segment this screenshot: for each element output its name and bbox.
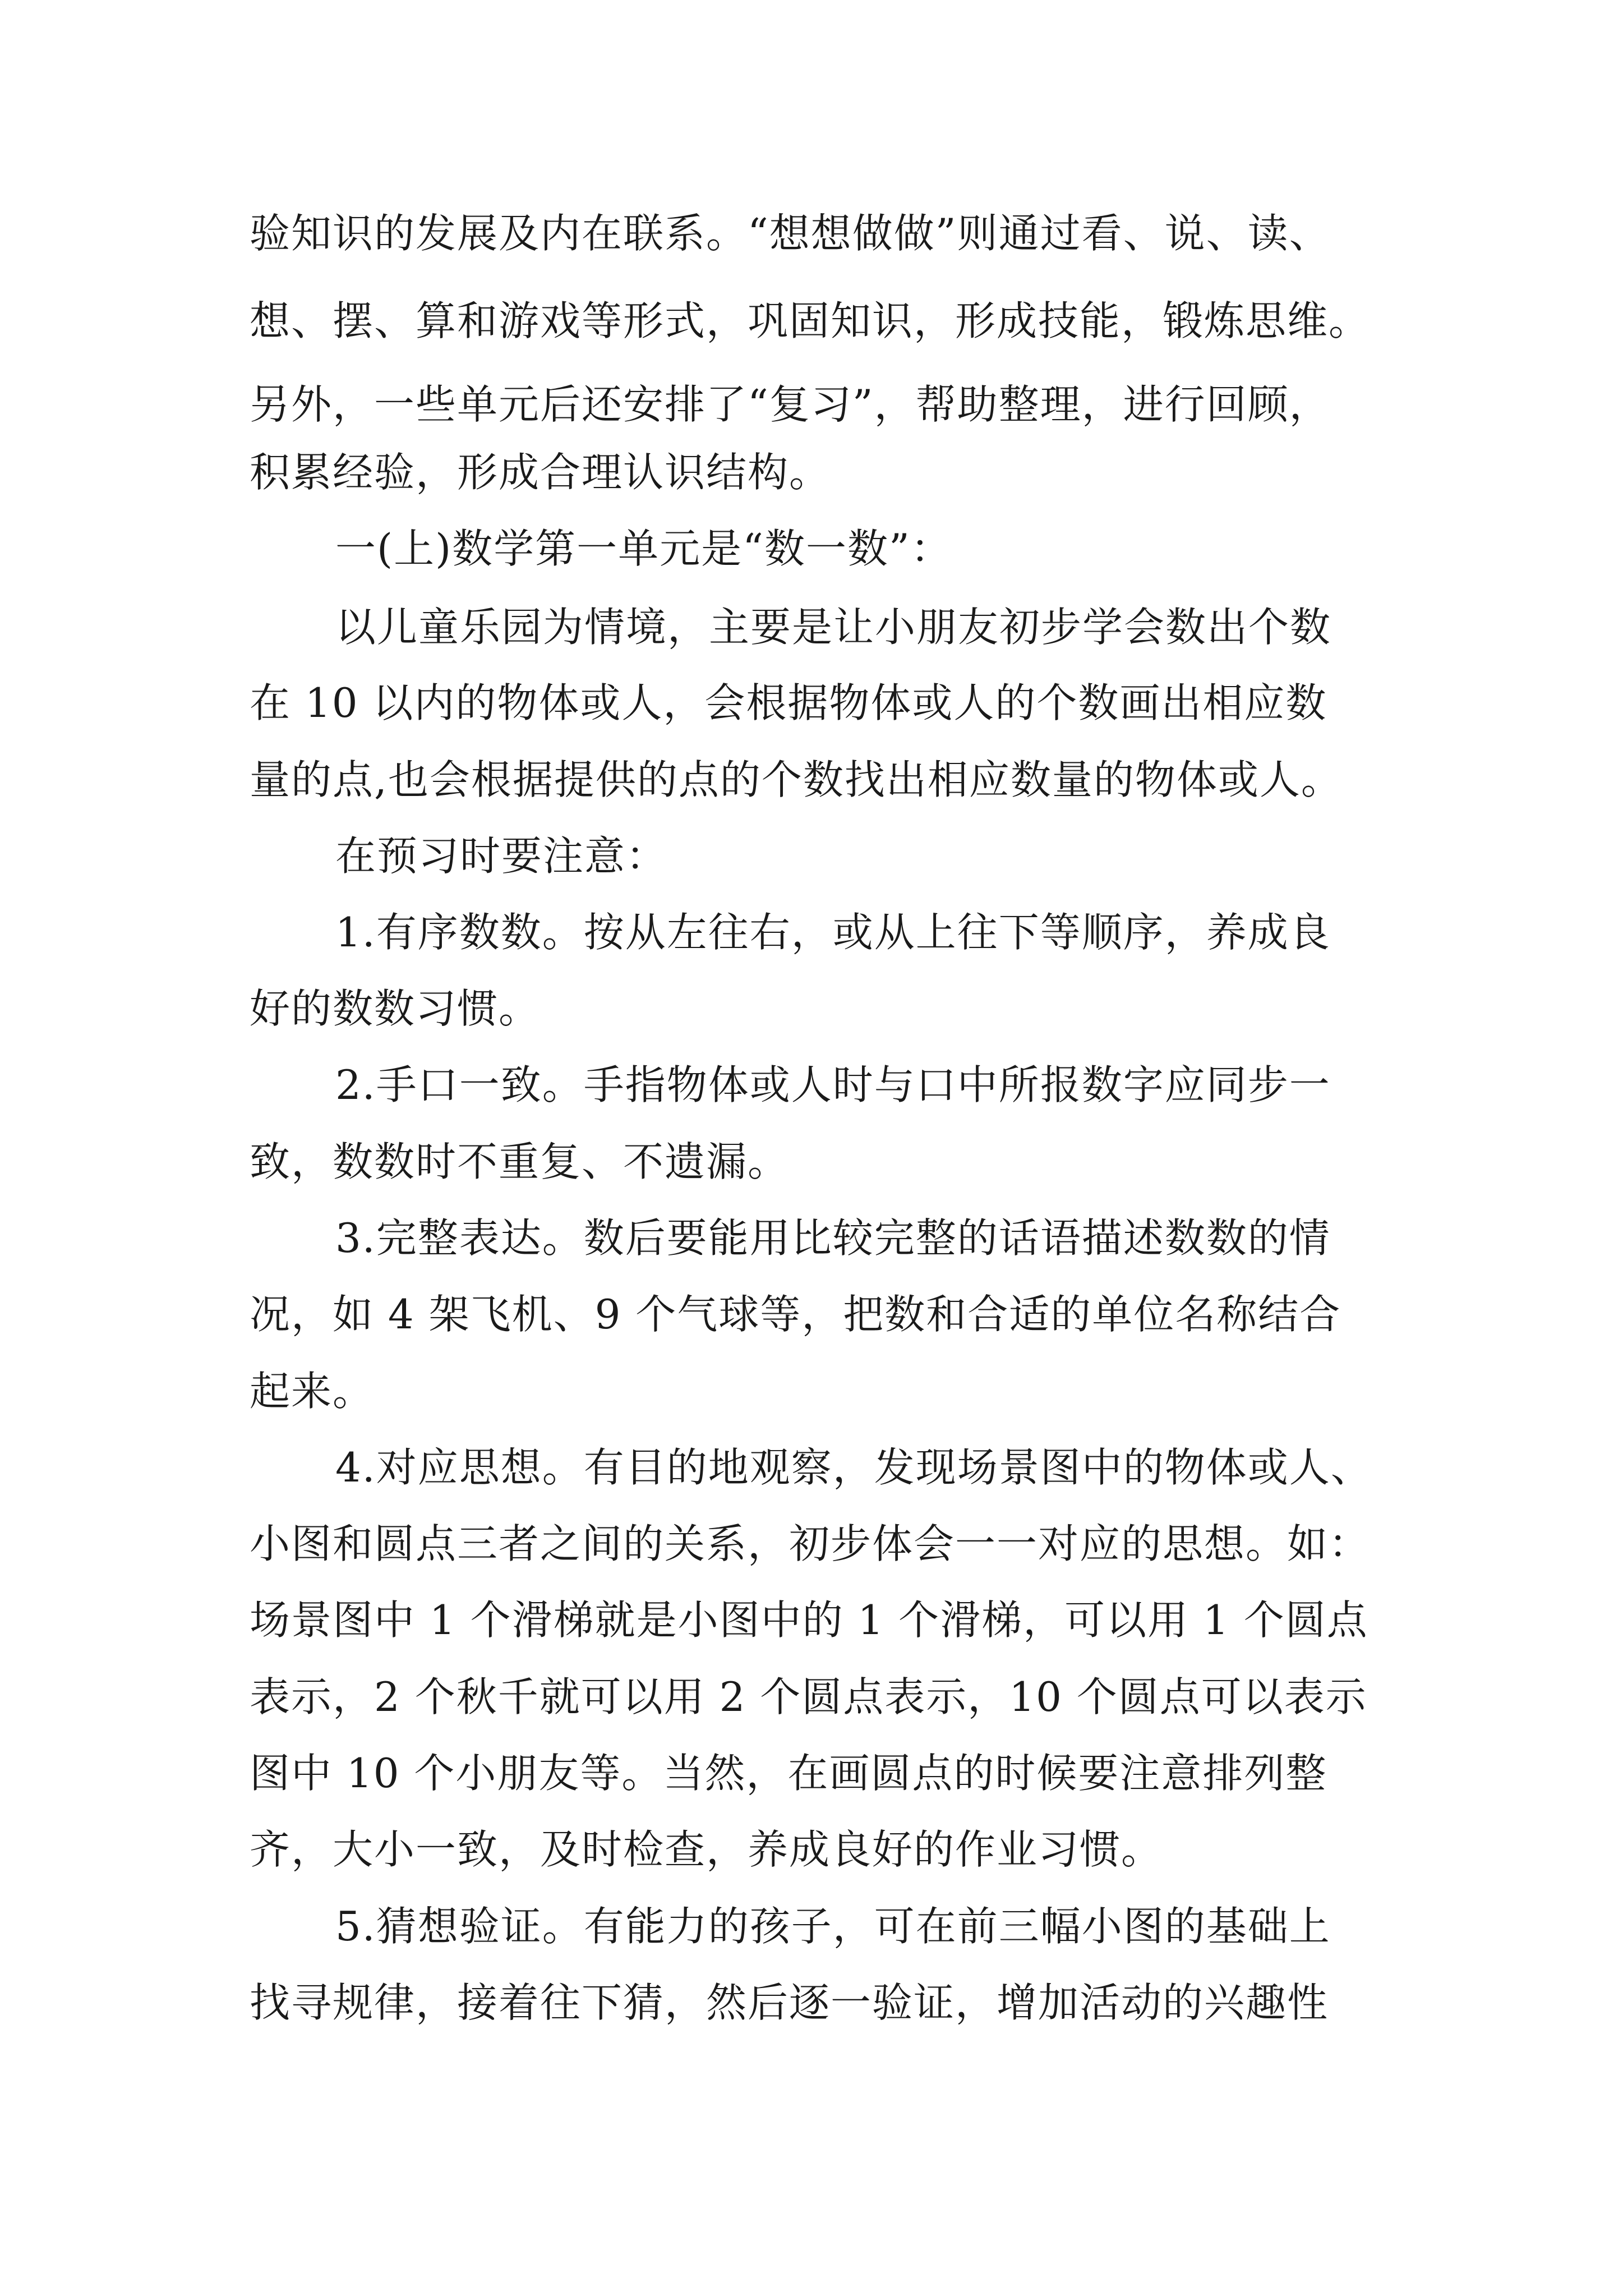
text-line: 在预习时要注意： xyxy=(335,832,668,880)
text-line: 积累经验，形成合理认识结构。 xyxy=(250,449,831,496)
list-item: 4.对应思想。有目的地观察，发现场景图中的物体或人、 xyxy=(335,1444,1372,1491)
text-line: 小图和圆点三者之间的关系，初步体会一一对应的思想。如： xyxy=(250,1520,1371,1567)
text-line: 另外，一些单元后还安排了“复习”，帮助整理，进行回顾， xyxy=(250,381,1331,428)
text-line: 想、摆、算和游戏等形式，巩固知识，形成技能，锻炼思维。 xyxy=(250,297,1371,344)
text-line: 表示，2 个秋千就可以用 2 个圆点表示，10 个圆点可以表示 xyxy=(250,1673,1367,1720)
text-line: 况，如 4 架飞机、9 个气球等，把数和合适的单位名称结合 xyxy=(250,1291,1341,1338)
text-line: 起来。 xyxy=(250,1368,375,1415)
list-item: 1.有序数数。按从左往右，或从上往下等顺序，养成良 xyxy=(335,909,1331,956)
text-line: 验知识的发展及内在联系。“想想做做”则通过看、说、读、 xyxy=(250,210,1331,257)
text-line: 致，数数时不重复、不遗漏。 xyxy=(250,1138,790,1185)
list-item: 5.猜想验证。有能力的孩子，可在前三幅小图的基础上 xyxy=(335,1903,1331,1950)
text-line: 好的数数习惯。 xyxy=(250,985,541,1032)
text-line: 齐，大小一致，及时检查，养成良好的作业习惯。 xyxy=(250,1826,1163,1873)
list-item: 3.完整表达。数后要能用比较完整的话语描述数数的情 xyxy=(335,1214,1331,1262)
text-line: 以儿童乐园为情境，主要是让小朋友初步学会数出个数 xyxy=(335,604,1332,651)
text-line: 量的点,也会根据提供的点的个数找出相应数量的物体或人。 xyxy=(250,756,1343,803)
text-line: 场景图中 1 个滑梯就是小图中的 1 个滑梯，可以用 1 个圆点 xyxy=(250,1596,1368,1644)
list-item: 2.手口一致。手指物体或人时与口中所报数字应同步一 xyxy=(335,1061,1331,1108)
text-line: 图中 10 个小朋友等。当然，在画圆点的时候要注意排列整 xyxy=(250,1750,1327,1797)
text-line: 找寻规律，接着往下猜，然后逐一验证，增加活动的兴趣性 xyxy=(250,1979,1329,2026)
section-heading: 一(上)数学第一单元是“数一数”： xyxy=(335,525,952,572)
text-line: 在 10 以内的物体或人，会根据物体或人的个数画出相应数 xyxy=(250,679,1327,726)
